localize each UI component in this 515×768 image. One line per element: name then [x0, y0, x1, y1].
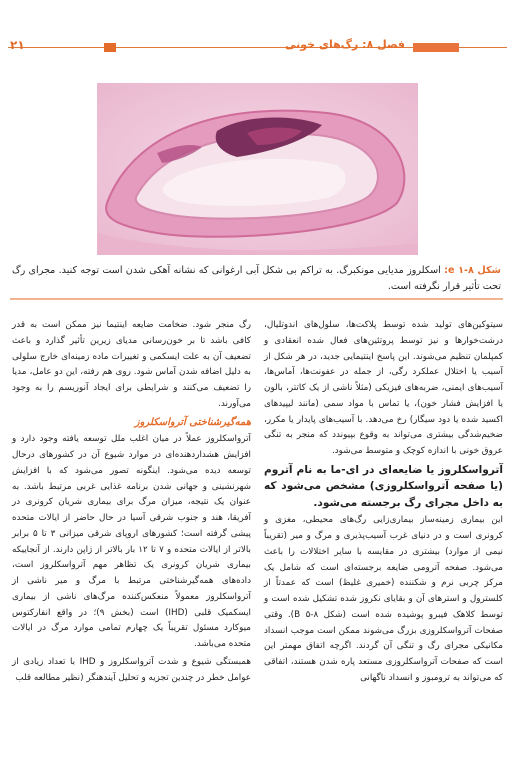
paragraph: آترواسکلروز عملاً در میان اغلب ملل توسعه یافته وجود دارد و افزایش هشداردهنده‌ای در موارد شیوع آن در کشورهای درحال توسعه دیده می‌شود. اینگونه تصور می‌شود که با افزایش شهرنشینی و جهانی شدن برنامه غذایی غربی مرتبط باشد. به عنوان یک نتیجه، میزان مرگ برای بیماری شریان کرونری در آفریقا، هند و جنوب شرقی آسیا در حال حاضر از ایالات متحده پیشی گرفته است؛ کشورهای اروپای شرقی میزانی ۳ تا ۵ برابر بالاتر از ایالات متحده و ۷ تا ۱۲ بار بالاتر از ژاپن دارند. از آنجاییکه بیماری شریان کرونری یک تظاهر مهم آترواسکلروز است، داده‌های همه‌گیرشناختی مرتبط با مرگ و میر ناشی از آترواسکلروز معمولاً منعکس‌کننده مرگ‌های ناشی از بیماری ایسکمیک قلبی (IHD) است (بخش ۹)؛ در واقع انفارکتوس میوکارد مسئول تقریباً یک چهارم تمامی موارد مرگ در ایالات متحده می‌باشد. — [12, 434, 251, 649]
paragraph: رگ منجر شود. ضخامت ضایعه اینتیما نیز ممکن است به قدر کافی باشد تا بر خون‌رسانی مدیای زیرین تأثیر گذارد و باعث تضعیف آن به علت ایسکمی و تغییرات ماده زمینه‌ای خارج سلولی به دلیل اضافه شدن آماس شود. روی هم رفته، این دو عامل، مدیا را تضعیف می‌کنند و شرایطی برای ایجاد آنوریسم را به وجود می‌آورند. — [12, 320, 251, 409]
chapter-title: فصل ۸: رگ‌های خونی — [285, 38, 405, 51]
section-divider — [10, 298, 503, 300]
caption-text: اسکلروز مدیایی مونکبرگ. به تراکم بی شکل آبی ارغوانی که نشانه آهکی شدن است توجه کنید. مجرای رگ تحت تأثیر قرار نگرفته است. — [12, 265, 501, 292]
paragraph: سیتوکین‌های تولید شده توسط پلاکت‌ها، سلول‌های اندوتلیال، درشت‌خوارها و نیز توسط پروتئین‌های فعال شده انعقادی و کمپلمان تنظیم می‌شوند. این پاسخ اینتیمایی جدید، در هر شکل از آسیب یا اختلال عملکرد رگی، از جمله در عفونت‌ها، آماس‌ها، آسیب‌های ایمنی، ضربه‌های فیزیکی (مثلاً ناشی از یک کاتتر، بالون یا افزایش فشار خون)، یا تماس با مواد سمی (مانند لیپیدهای اکسید شده یا دود سیگار) رخ می‌دهد. با آسیب‌های پایدار یا مکرر، ضخیم‌شدگی بیشتری می‌تواند به وقوع بپیوندد که منجر به تنگی عروق خونی با اندازه کوچک و متوسط می‌شود. — [264, 320, 503, 456]
histology-figure — [97, 83, 418, 255]
figure-caption — [12, 263, 501, 295]
right-column — [264, 318, 503, 689]
section-subheading: همه‌گیرشناختی آترواسکلروز — [134, 416, 251, 428]
micrograph-image — [97, 83, 418, 255]
paragraph: این بیماری زمینه‌ساز بیماری‌زایی رگ‌های محیطی، مغزی و کرونری است و در دنیای غرب آسیب‌پذیری و مرگ و میر (تقریباً نیمی از موارد) بیشتری در مقایسه با سایر اختلالات را باعث می‌شود. صفحه آترومی ضایعه برجسته‌ای است که شامل یک مرکز چربی نرم و شکننده (خمیری غلیظ) است که عمدتاً از کلسترول و استرهای آن و بقایای نکروز شده تشکیل شده است و توسط کلاهک فیبرو پوشیده شده است (شکل ۸-۵ B). وقتی صفحات آترواسکلروزی بزرگ می‌شوند ممکن است موجب انسداد مکانیکی مجرای رگ و تنگی آن گردند. اگرچه اتفاق مهمتر این است که صفحات آترواسکلروزی مستعد پاره شدن هستند، اتفاقی که می‌تواند به ترومبوز و انسداد ناگهانی — [264, 515, 504, 683]
paragraph: همبستگی شیوع و شدت آترواسکلروز و IHD با تعداد زیادی از عوامل خطر در چندین تجزیه و تحلیل آیندهنگر (نظیر مطالعه قلب — [12, 656, 251, 683]
caption-label: شکل ۸-۱ e: — [444, 265, 501, 276]
header-accent-left — [104, 43, 116, 52]
page-number: ۲۱ — [10, 38, 25, 52]
left-column — [12, 318, 251, 688]
key-statement-heading: آترواسکلروز یا ضایعه‌ای در ای-ما به نام آتروم (یا صفحه آترواسکلروزی) مشخص می‌شود که به داخل مجرای رگ برجسته می‌شود. — [264, 463, 503, 509]
header-accent-right — [413, 43, 459, 52]
